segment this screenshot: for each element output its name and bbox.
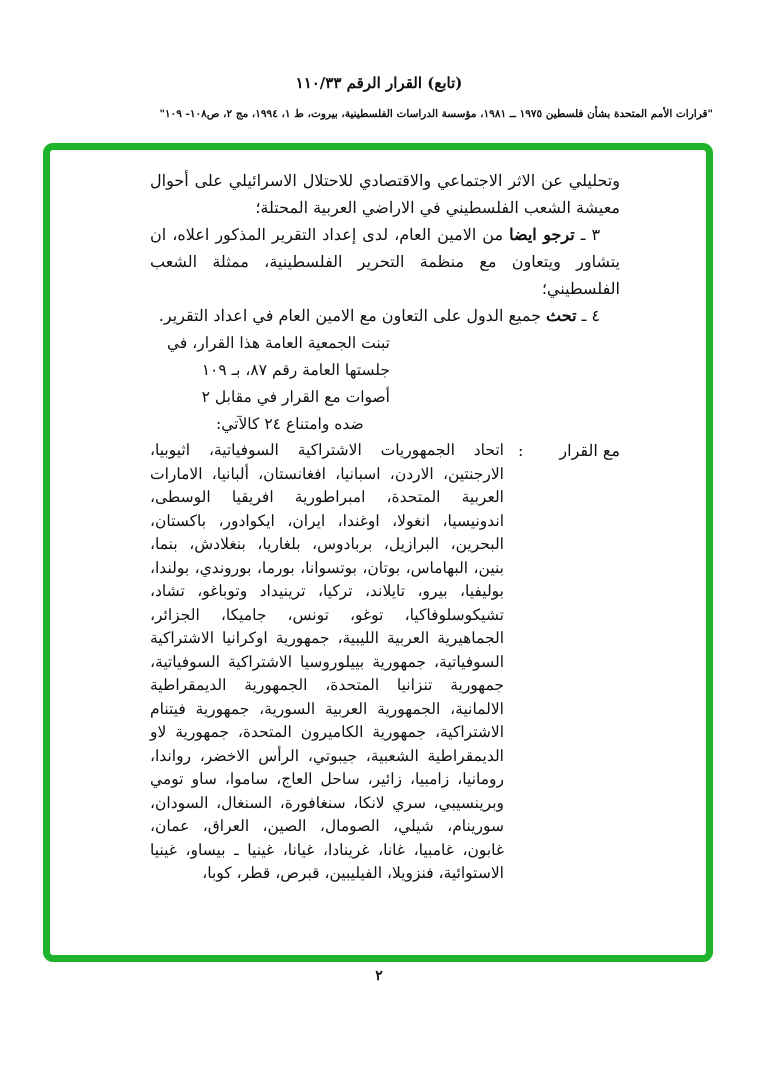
- page-number: ٢: [375, 968, 383, 984]
- adoption-note-line-4: ضده وامتناع ٢٤ كالآتي:: [216, 415, 364, 433]
- item-4-bold-phrase: تحث: [546, 306, 577, 325]
- item-3-number: ٣ ـ: [574, 225, 601, 244]
- source-citation: "قرارات الأمم المتحدة بشأن فلسطين ١٩٧٥ ــ ١٩٨١، مؤسسة الدراسات الفلسطينية، بيروت، ط ١، ١٩٩٤، مج ٢، ص١٠٨- ١٠٩": [159, 108, 713, 120]
- adoption-note-line-2: جلستها العامة رقم ٨٧، بـ ١٠٩: [201, 361, 390, 379]
- item-3-text: من الامين العام، لدى إعداد التقرير المذكور اعلاه، ان يتشاور ويتعاون مع منظمة التحرير الفلسطينية، ممثلة الشعب الفلسطيني؛: [150, 225, 620, 298]
- resolution-text: [150, 167, 620, 886]
- vote-with-label-text: مع القرار: [559, 441, 620, 460]
- vote-with-countries: اتحاد الجمهوريات الاشتراكية السوفياتية، اثيوبيا، الارجنتين، الاردن، اسبانيا، افغانستان، ألبانيا، الامارات العربية المتحدة، امبراطورية افريقيا الوسطى، اندونيسيا، انغولا، اوغندا، ايران، ايكوادور، باكستان، البحرين، البرازيل، بربادوس، بلغاريا، بنغلادش، بنما، بنين، البهاماس، بوتان، بوتسوانا، بورما، بوروندي، بولندا، بوليفيا، بيرو، تايلاند، تركيا، ترينيداد وتوباغو، تشاد، تشيكوسلوفاكيا، توغو، تونس، جاميكا، الجزائر، الجماهيرية العربية الليبية، جمهورية اوكرانيا الاشتراكية السوفياتية، جمهورية بييلوروسيا الاشتراكية السوفياتية، جمهورية تنزانيا المتحدة، الجمهورية الديمقراطية الالمانية، الجمهورية العربية السورية، جمهورية فيتنام الاشتراكية، جمهورية الكاميرون المتحدة، جمهورية لاو الديمقراطية الشعبية، جيبوتي، الرأس الاخضر، رواندا، رومانيا، زامبيا، زائير، ساحل العاج، ساموا، ساو تومي وبرينسيبي، سري لانكا، سنغافورة، السنغال، السودان، سورينام، شيلي، الصومال، الصين، العراق، عمان، غابون، غامبيا، غانا، غرينادا، غيانا، غينيا ـ بيساو، غينيا الاستوائية، فنزويلا، الفيليبين، قبرص، قطر، كوبا،: [150, 441, 504, 882]
- paragraph-continuation: وتحليلي عن الاثر الاجتماعي والاقتصادي للاحتلال الاسرائيلي على أحوال معيشة الشعب الفلسطيني في الاراضي العربية المحتلة؛: [150, 171, 620, 217]
- item-3-bold-phrase: ترجو ايضا: [509, 225, 575, 244]
- vote-with-colon: :: [518, 441, 524, 460]
- adoption-note-line-3: أصوات مع القرار في مقابل ٢: [201, 388, 390, 406]
- paragraph-item-4: [150, 302, 620, 329]
- vote-with-label: [504, 439, 620, 886]
- vote-with-row: [150, 439, 620, 886]
- adoption-note: [167, 330, 390, 438]
- adoption-note-line-1: تبنت الجمعية العامة هذا القرار، في: [167, 334, 390, 352]
- content-border-box: [43, 143, 713, 962]
- document-title: (تابع) القرار الرقم ١١٠/٣٣: [295, 74, 463, 92]
- item-4-number: ٤ ـ: [576, 306, 600, 325]
- paragraph-item-3: [150, 221, 620, 302]
- item-4-text: جميع الدول على التعاون مع الامين العام في اعداد التقرير.: [158, 306, 547, 325]
